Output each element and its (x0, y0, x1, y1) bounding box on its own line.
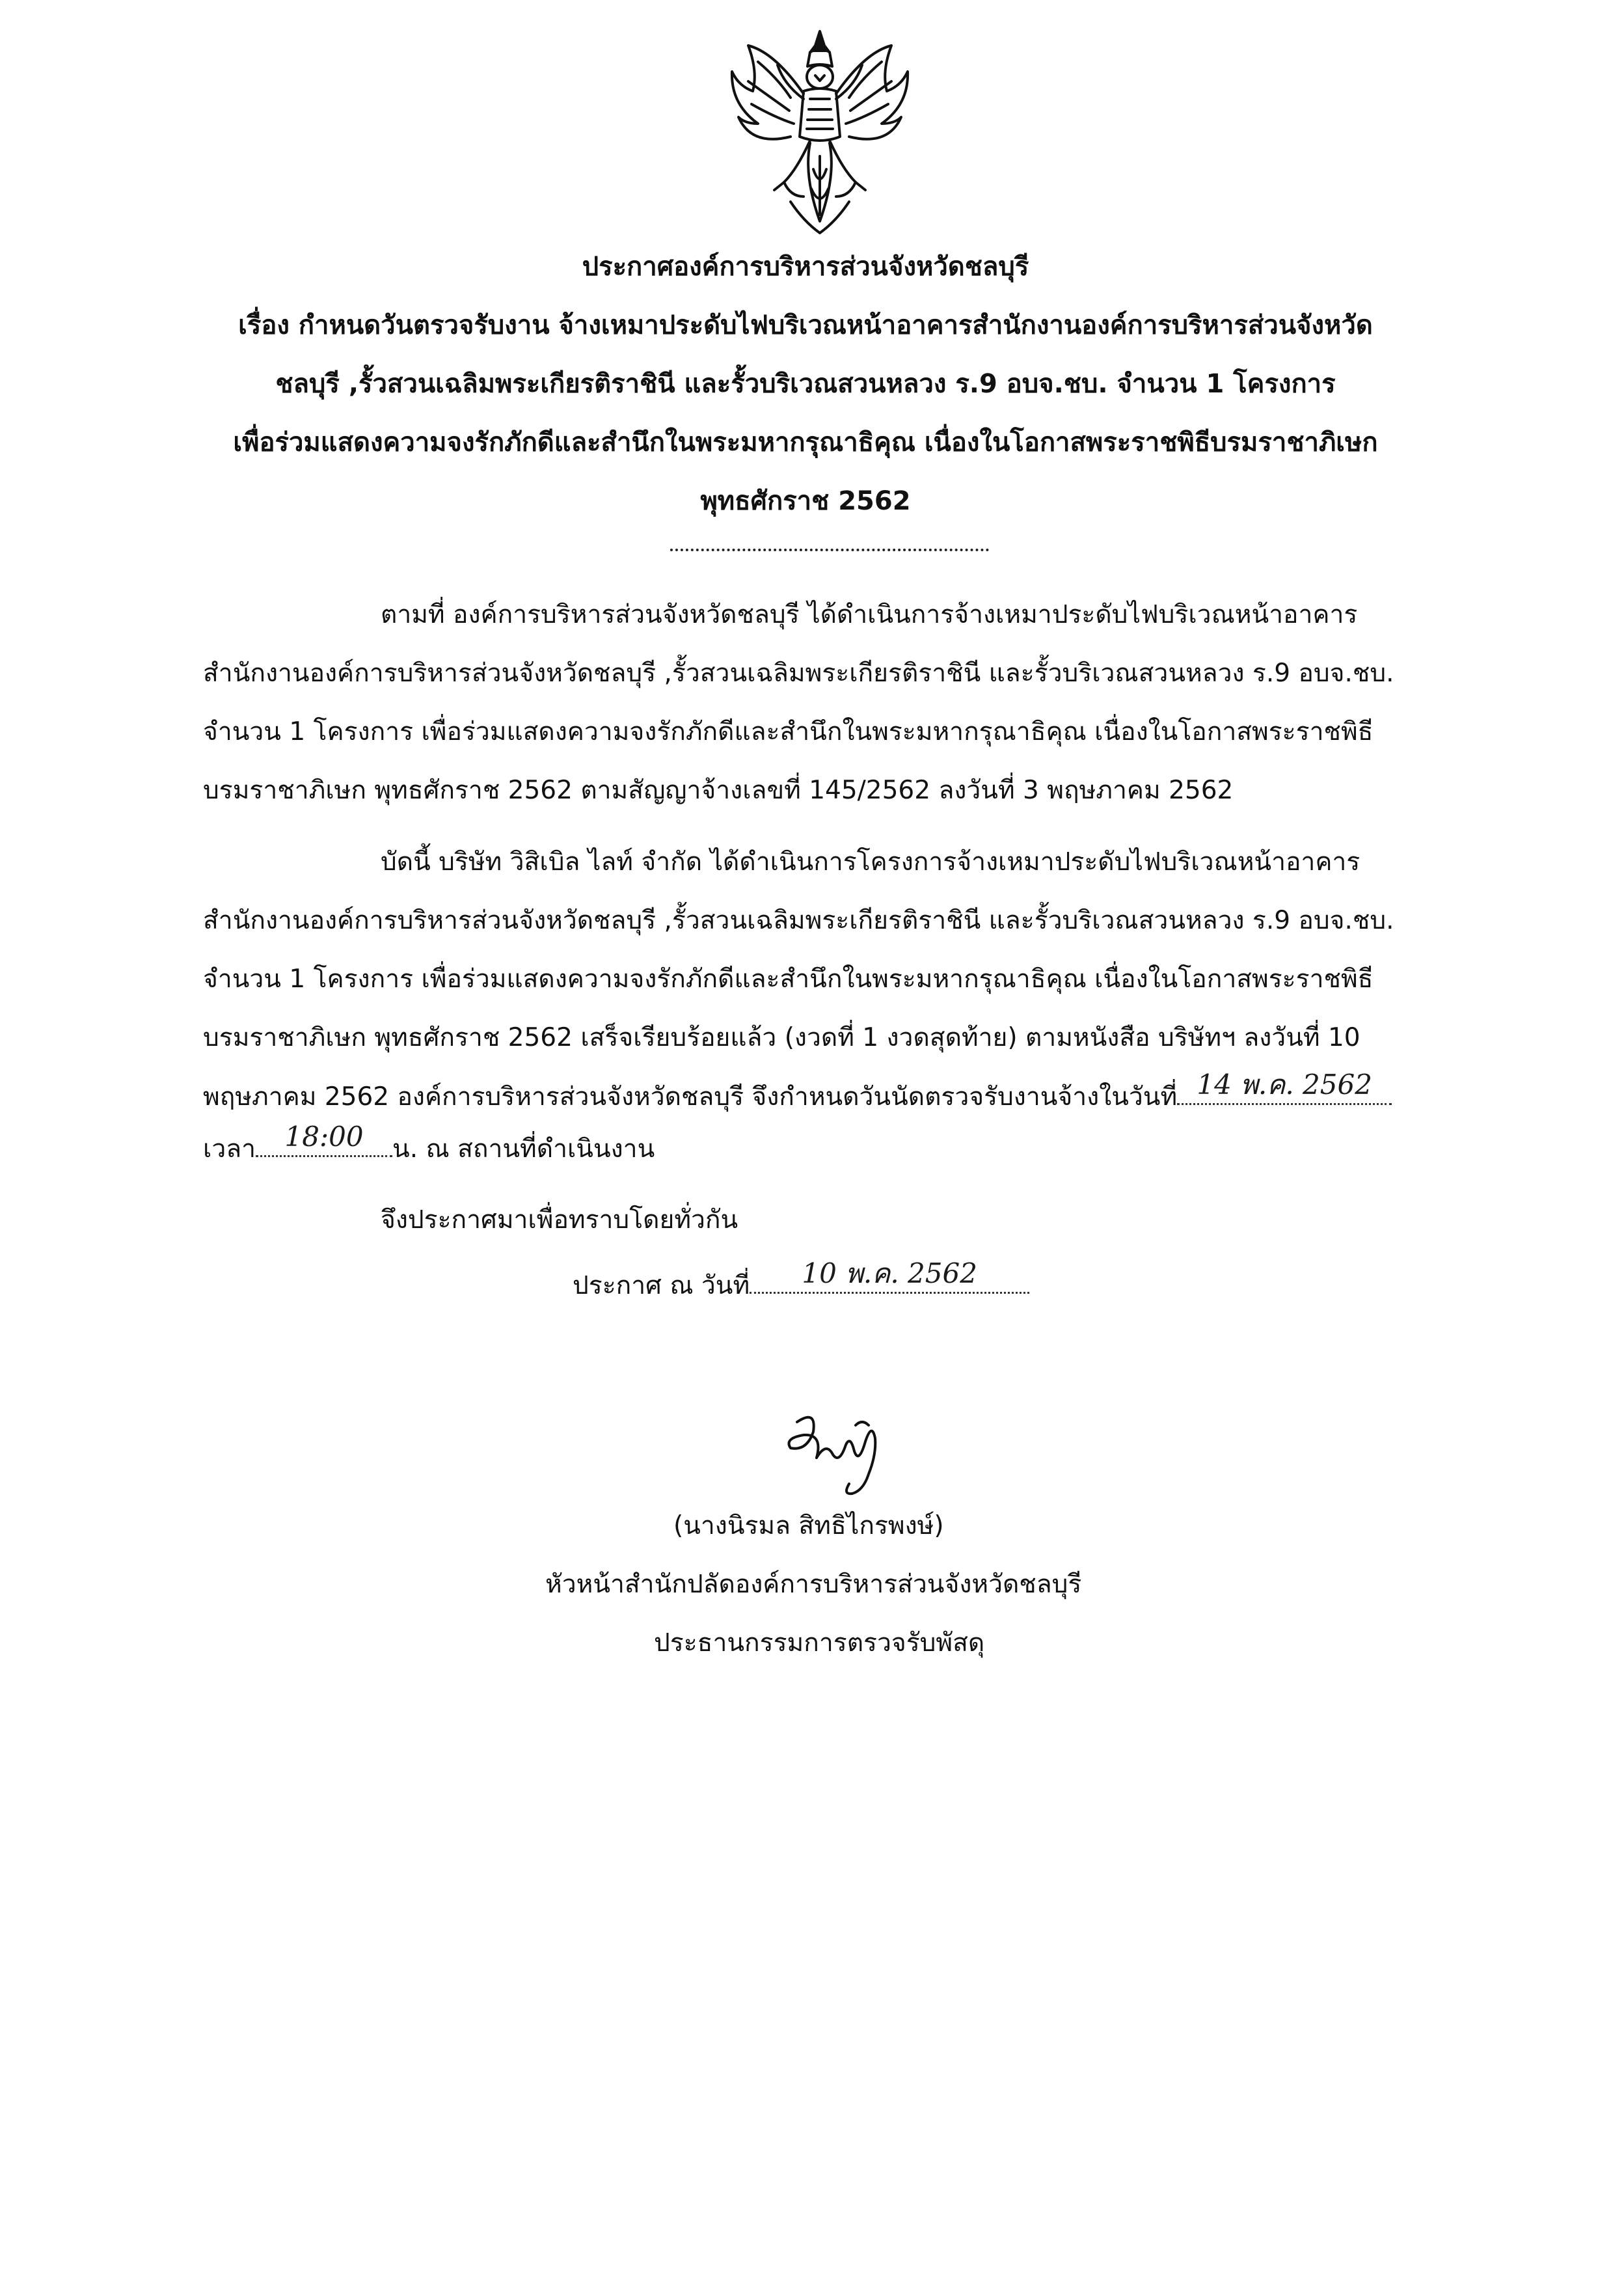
paragraph1-line: ตามที่ องค์การบริหารส่วนจังหวัดชลบุรี ได้ดำเนินการจ้างเหมาประดับไฟบริเวณหน้าอาคาร (381, 600, 1358, 629)
paragraph2-last-text: พฤษภาคม 2562 องค์การบริหารส่วนจังหวัดชลบุรี จึงกำหนดวันนัดตรวจรับงานจ้างในวันที่ (203, 1082, 1178, 1112)
time-suffix: น. ณ สถานที่ดำเนินงาน (392, 1134, 655, 1164)
paragraph2-line: บรมราชาภิเษก พุทธศักราช 2562 เสร็จเรียบร้อยแล้ว (งวดที่ 1 งวดสุดท้าย) ตามหนังสือ บริษัทฯ ลงวันที่ 10 (203, 1023, 1361, 1052)
closing-statement: จึงประกาศมาเพื่อทราบโดยทั่วกัน (381, 1205, 738, 1235)
paragraph1-line: บรมราชาภิเษก พุทธศักราช 2562 ตามสัญญาจ้างเลขที่ 145/2562 ลงวันที่ 3 พฤษภาคม 2562 (203, 776, 1234, 805)
time-handwritten: 18:00 (284, 1121, 364, 1153)
paragraph1-line: จำนวน 1 โครงการ เพื่อร่วมแสดงความจงรักภักดีและสำนึกในพระมหากรุณาธิคุณ เนื่องในโอกาสพระราชพิธี (203, 717, 1374, 746)
garuda-emblem (712, 26, 927, 241)
paragraph2-line: จำนวน 1 โครงการ เพื่อร่วมแสดงความจงรักภักดีและสำนึกในพระมหากรุณาธิคุณ เนื่องในโอกาสพระราชพิธี (203, 964, 1374, 994)
time-field (256, 1121, 392, 1157)
subject-line-4: พุทธศักราช 2562 (700, 486, 911, 516)
inspection-date-handwritten: 14 พ.ค. 2562 (1197, 1069, 1372, 1100)
handwritten-signature (778, 1402, 895, 1507)
announce-date-label: ประกาศ ณ วันที่ (573, 1271, 750, 1300)
signatory-position: หัวหน้าสำนักปลัดองค์การบริหารส่วนจังหวัดชลบุรี (545, 1570, 1082, 1599)
paragraph2-line: สำนักงานองค์การบริหารส่วนจังหวัดชลบุรี ,รั้วสวนเฉลิมพระเกียรติราชินี และรั้วบริเวณสวนหลวง ร.9 อบจ.ชบ. (203, 906, 1394, 935)
time-line (203, 1121, 655, 1169)
subject-line-3: เพื่อร่วมแสดงความจงรักภักดีและสำนึกในพระมหากรุณาธิคุณ เนื่องในโอกาสพระราชพิธีบรมราชาภิเษก (233, 428, 1378, 458)
announce-date-handwritten: 10 พ.ค. 2562 (802, 1257, 977, 1289)
paragraph1-line: สำนักงานองค์การบริหารส่วนจังหวัดชลบุรี ,รั้วสวนเฉลิมพระเกียรติราชินี และรั้วบริเวณสวนหลวง ร.9 อบจ.ชบ. (203, 659, 1394, 688)
time-label: เวลา (203, 1134, 256, 1164)
subject-line-1: เรื่อง กำหนดวันตรวจรับงาน จ้างเหมาประดับไฟบริเวณหน้าอาคารสำนักงานองค์การบริหารส่วนจังหวัด (238, 310, 1373, 340)
paragraph2-line: บัดนี้ บริษัท วิสิเบิล ไลท์ จำกัด ได้ดำเนินการโครงการจ้างเหมาประดับไฟบริเวณหน้าอาคาร (381, 847, 1361, 877)
signatory-name: (นางนิรมล สิทธิไกรพงษ์) (673, 1511, 944, 1540)
announcement-heading: ประกาศองค์การบริหารส่วนจังหวัดชลบุรี (582, 252, 1029, 282)
title-separator (670, 549, 989, 551)
announce-date-line (573, 1257, 1029, 1305)
signatory-role: ประธานกรรมการตรวจรับพัสดุ (654, 1628, 985, 1658)
paragraph2-line-with-date (203, 1069, 1392, 1117)
inspection-date-field (1177, 1069, 1392, 1105)
announce-date-field (750, 1257, 1029, 1294)
subject-line-2: ชลบุรี ,รั้วสวนเฉลิมพระเกียรติราชินี และรั้วบริเวณสวนหลวง ร.9 อบจ.ชบ. จำนวน 1 โครงการ (275, 369, 1336, 399)
